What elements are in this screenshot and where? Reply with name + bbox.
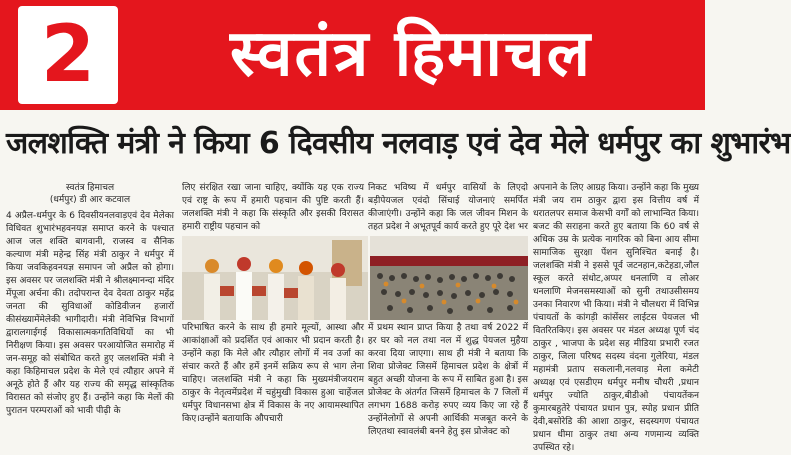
column-4-text: अपनाने के लिए आग्रह किया। उन्होंने कहा कि मुख्य मंत्री जय राम ठाकुर द्वारा इस वित्तीय वर्ष में धरातलपर समाज केसभी वर्गों को लाभान्वित किया। बजट की सराहना करते हुए बताया कि 60 वर्ष से अधिक उम्र के प्रत्येक नागरिक को बिना आय सीमा सामाजिक सुरक्षा पेंशन सुनिश्चित बनाई है। जलशक्ति मंत्री ने इससे पूर्व जटनहान,कटेहडा,जौल स्कूल करते संधोट,अप्पर धनलाणि व लोअर धनलाणि मेजनसमस्याओं को सुनी तथाउसीसमय उनका निवारण भी किया। मंत्री ने चौलधरा में विभिन्न पंचायतों के कांगड़ी कांसेंसर लाईटस पेयजल भी वितरितकिए। इस अवसर पर मंडल अध्यक्ष पूर्ण चंद ठाकुर , भाजपा के प्रदेश सह मीडिया प्रभारी रजत ठाकुर, जिला परिषद सदस्य वंदना गुलेरिया, मंडल महामंत्री प्रताप सकलानी,नलवाड़ मेला कमेटी अध्यक्ष एवं एसडीएम धर्मपुर मनीष चौधरी ,प्रधान धर्मपुर ज्योति ठाकुर,बीडीओ पंचायतेंकन कुमारबहुतेरे पंचायत प्रधान पुत्र, स्पोह प्रधान प्रीति देवी,बसोरेडि की आशा ठाकुर, सदस्यगण पंचायत प्रधान धीमा ठाकुर तथा अन्य गणमान्य व्यक्ति उपस्थित रहे। [533,183,699,453]
article-column-1 [6,182,174,442]
byline-reporter: (धर्मपुर) डी आर कटवाल [49,195,131,205]
byline-source: स्वतंत्र हिमाचल [65,183,115,193]
ceremony-photo [182,236,368,320]
column-2-bottom-text: परिभाषित करने के साथ ही हमारे मूल्यों, आस्था और आकांक्षाओं को प्रदर्शित एवं आकार भी प्रदान करती है। उन्होंने कहा कि मेले और त्यौहार लोगों में नव उर्जा का संचार करते हैं और हमें इनमें सक्रिय रूप से भाग लेना चाहिए। जलशक्ति मंत्री ने कहा कि मुख्यमंत्रीजयराम ठाकुर के नेतृत्वमेंप्रदेश में चहुंमुखी विकास हुआ चाहेंजल धर्मपुर विधानसभा क्षेत्र में विकास के नए आयामस्थापित किए।उन्होंने बतायाकि औपचारी [182,323,364,424]
ceremony-photo-icon [182,236,368,320]
headline: जलशक्ति मंत्री ने किया 6 दिवसीय नलवाड़ एवं देव मेले धर्मपुर का शुभारंभ [6,126,791,161]
article-column-2-top [182,182,364,232]
crowd-photo [370,236,528,320]
column-3-bottom-text: में प्रथम स्थान प्राप्त किया है तथा वर्ष 2022 में हर घर को नल तथा नल में शुद्ध पेयजल मुहैया करवा दिया जाएगा। साथ ही मंत्री ने बताया कि शिवा प्रोजेक्ट जिसमें हिमाचल प्रदेश के क्षेत्रों में बहुत अच्छी योजना के रूप में साबित हुआ है। इस प्रोजेक्ट के अंतर्गत जिसमें हिमाचल के 7 जिलों में लगभग 1688 करोड़ रुपए व्यय किए जा रहे हैं उन्होंनेलोगों से अपनी आर्थिकी मजबूत करने के लिएतथा स्वावलंबी बनने हेतु इस प्रोजेक्ट को [368,323,528,437]
newspaper-name: स्वतंत्र हिमाचल [230,16,593,91]
article-column-3-bottom [368,322,528,442]
page-number: 2 [18,6,118,104]
byline [6,182,174,206]
column-3-top-text: निकट भविष्य में धर्मपुर वासियों के लिएदो बड़ीपेयजल एवंदो सिंचाई योजनाएं समर्पित कीजाएंगी। उन्होंने कहा कि जल जीवन मिशन के तहत प्रदेश ने अभूतपूर्व कार्य करते हुए पूरे देश भर [368,183,528,232]
crowd-photo-icon [370,236,528,320]
article-column-4 [533,182,699,453]
masthead [0,0,705,110]
article-column-3-top [368,182,528,232]
column-1-text: 4 अप्रैल-धर्मपुर के 6 दिवसीयनलवाड़एवं देव मेलेका विधिवत शुभारंभहवनयज्ञ समाप्त करने के पश्चात आज जल शक्ति बागवानी, राजस्व व सैनिक कल्याण मंत्री महेन्द्र सिंह मंत्री ठाकुर ने धर्मपुर में किया जवकिहवनयज्ञ समापन जो अप्रैल को होगा। इस अवसर पर जलशक्ति मंत्री ने श्रीलक्ष्मानन्दा मंदिर मेंपूजा अर्चना की। तदोपरान्त देव देवता ठाकुर महेंद्र जनता की सुविधाओं कोडिवीजन हजारों कीसंख्यामेंमेलेकी भागीदारी। मंत्री नेविभिन्न विभागों द्वारालगाईगई विकासात्मकगतिविधियों का भी निरीक्षण किया। इस अवसर परआयोजित समारोह में जन-समूह को संबोधित करते हुए जलशक्ति मंत्री ने कहा किहिमाचल प्रदेश के मेले एवं त्यौहार अपने में अनूठे होते हैं और यह राज्य की समृद्ध सांस्कृतिक विरासत को संजोए हुए हैं। उन्होंने कहा कि मेलों की पुरातन परम्पराओं को भावी पीढ़ी के [6,211,174,416]
article-column-2-bottom [182,322,364,442]
column-2-top-text: लिए संरक्षित रखा जाना चाहिए, क्योंकि यह एक राज्य एवं राष्ट्र के रूप में हमारी पहचान की पुष्टि करती हैं।जलशक्ति मंत्री ने कहा कि संस्कृति और इसकी विरासत हमारी राष्ट्रीय पहचान को [182,183,364,232]
